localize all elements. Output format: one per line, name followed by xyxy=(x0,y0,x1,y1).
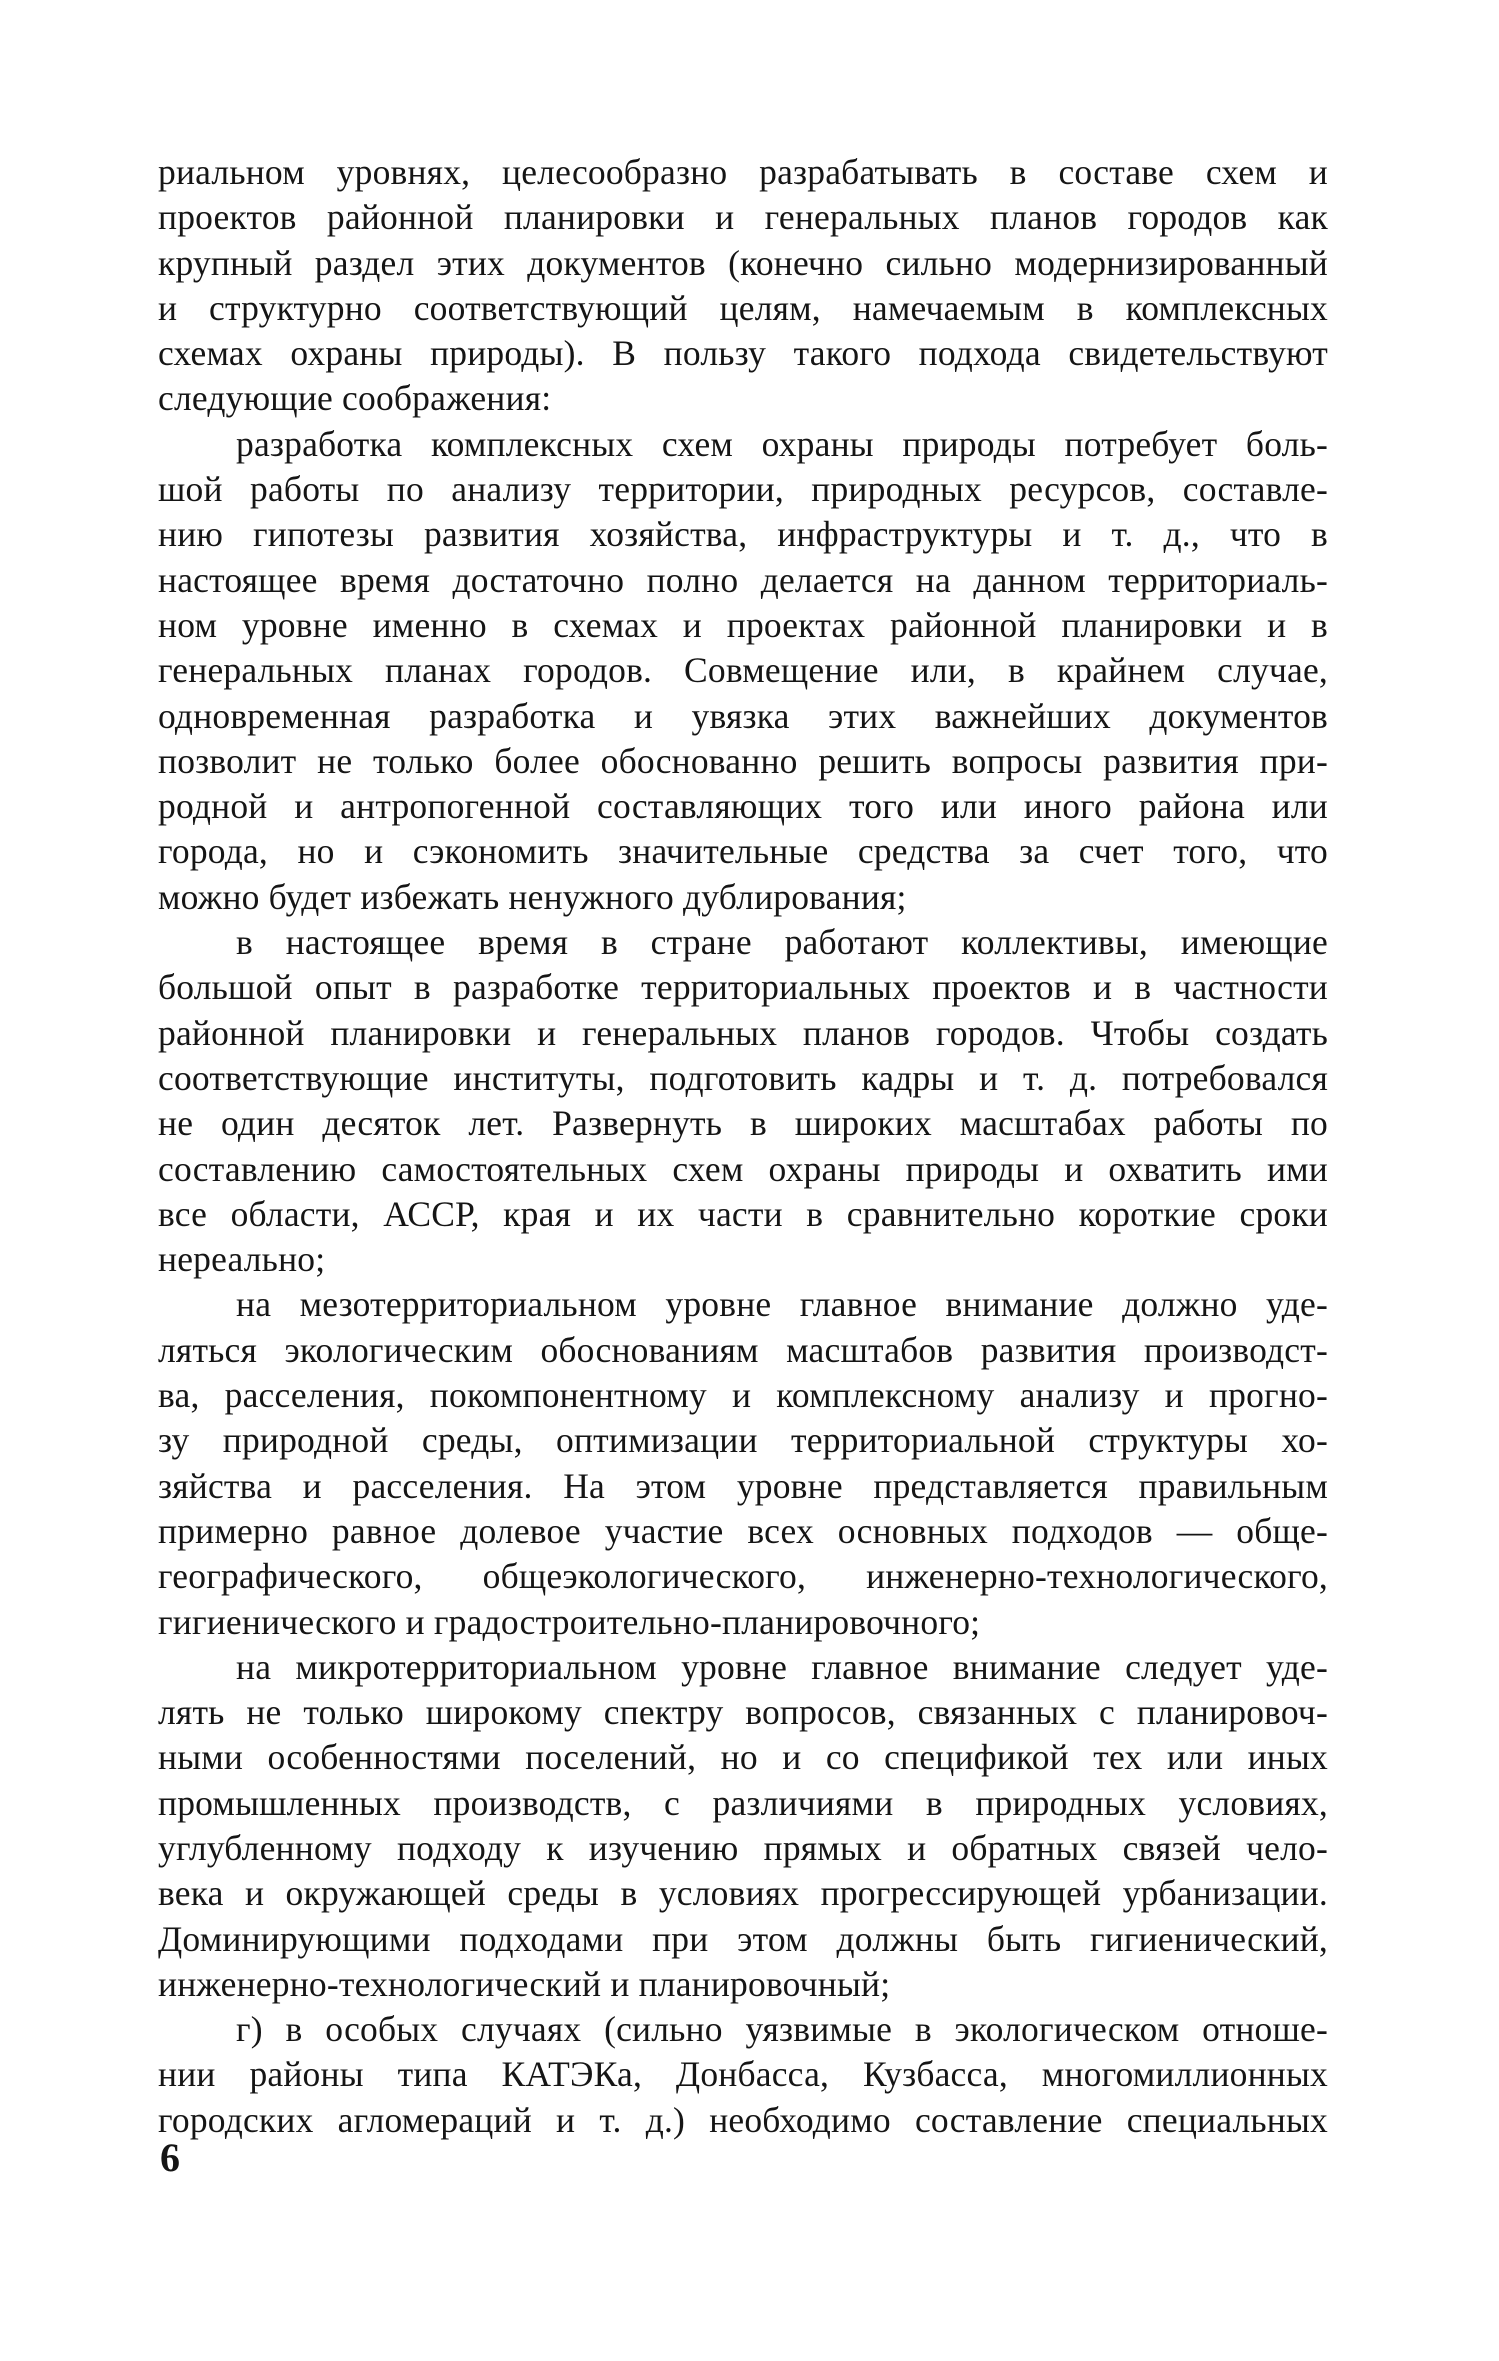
text-line: риальном уровнях, целесообразно разрабатывать в составе схем и xyxy=(158,152,1328,192)
text-line: ными особенностями поселений, но и со спецификой тех или иных xyxy=(158,1737,1328,1778)
text-line: нереально; xyxy=(158,1239,326,1280)
text-line: нии районы типа КАТЭКа, Донбасса, Кузбасса, многомиллионных xyxy=(158,2054,1328,2095)
text-line: зяйства и расселения. На этом уровне представляется правильным xyxy=(158,1465,1328,1506)
paragraph-3 xyxy=(158,920,1328,1282)
text-line: настоящее время достаточно полно делается на данном территориаль- xyxy=(158,559,1328,600)
text-line: одновременная разработка и увязка этих важнейших документов xyxy=(158,695,1328,736)
text-line: ляться экологическим обоснованиям масштабов развития производст- xyxy=(158,1329,1328,1370)
text-line: примерно равное долевое участие всех основных подходов — обще- xyxy=(158,1510,1328,1551)
text-line: в настоящее время в стране работают коллективы, имеющие xyxy=(236,922,1328,963)
text-line: соответствующие институты, подготовить кадры и т. д. потребовался xyxy=(158,1057,1328,1098)
text-line: составлению самостоятельных схем охраны природы и охватить ими xyxy=(158,1148,1328,1189)
text-line: зу природной среды, оптимизации территориальной структуры хо- xyxy=(158,1420,1328,1461)
text-line: шой работы по анализу территории, природных ресурсов, составле- xyxy=(158,469,1328,510)
text-line: позволит не только более обоснованно решить вопросы развития при- xyxy=(158,740,1328,781)
paragraph-5 xyxy=(158,1645,1328,2007)
text-line: проектов районной планировки и генеральных планов городов как xyxy=(158,197,1328,238)
page-number: 6 xyxy=(160,2135,180,2180)
page-body xyxy=(158,150,1328,2143)
paragraph-2 xyxy=(158,422,1328,920)
text-line: и структурно соответствующий целям, намечаемым в комплексных xyxy=(158,287,1328,328)
text-line: промышленных производств, с различиями в природных условиях, xyxy=(158,1782,1328,1823)
text-line: гигиенического и градостроительно-планировочного; xyxy=(158,1601,981,1642)
text-line: районной планировки и генеральных планов городов. Чтобы создать xyxy=(158,1012,1328,1053)
text-line: схемах охраны природы). В пользу такого подхода свидетельствуют xyxy=(158,333,1328,374)
text-line: следующие соображения: xyxy=(158,378,552,419)
text-line: разработка комплексных схем охраны природы потребует боль- xyxy=(236,423,1328,464)
text-line: углубленному подходу к изучению прямых и обратных связей чело- xyxy=(158,1827,1328,1868)
text-line: лять не только широкому спектру вопросов, связанных с планировоч- xyxy=(158,1692,1328,1733)
text-line: большой опыт в разработке территориальных проектов и в частности xyxy=(158,967,1328,1008)
text-line: нию гипотезы развития хозяйства, инфраструктуры и т. д., что в xyxy=(158,514,1328,555)
text-line: родной и антропогенной составляющих того или иного района или xyxy=(158,786,1328,827)
text-line: ном уровне именно в схемах и проектах районной планировки и в xyxy=(158,604,1328,645)
text-line: города, но и сэкономить значительные средства за счет того, что xyxy=(158,831,1328,872)
text-line: на мезотерриториальном уровне главное внимание должно уде- xyxy=(236,1284,1328,1325)
text-line: Доминирующими подходами при этом должны быть гигиенический, xyxy=(158,1918,1328,1959)
text-line: ва, расселения, покомпонентному и комплексному анализу и прогно- xyxy=(158,1375,1328,1416)
text-line: генеральных планах городов. Совмещение или, в крайнем случае, xyxy=(158,650,1328,691)
text-line: инженерно-технологический и планировочный; xyxy=(158,1963,891,2004)
paragraph-1 xyxy=(158,150,1328,422)
paragraph-6 xyxy=(158,2007,1328,2143)
text-line: городских агломераций и т. д.) необходимо составление специальных xyxy=(158,2099,1328,2140)
text-line: все области, АССР, края и их части в сравнительно короткие сроки xyxy=(158,1193,1328,1234)
paragraph-4 xyxy=(158,1282,1328,1644)
text-line: можно будет избежать ненужного дублирования; xyxy=(158,876,907,917)
text-line: крупный раздел этих документов (конечно сильно модернизированный xyxy=(158,242,1328,283)
text-line: географического, общеэкологического, инженерно-технологического, xyxy=(158,1556,1328,1597)
text-line: на микротерриториальном уровне главное внимание следует уде- xyxy=(236,1646,1328,1687)
text-line: не один десяток лет. Развернуть в широких масштабах работы по xyxy=(158,1103,1328,1144)
text-line: века и окружающей среды в условиях прогрессирующей урбанизации. xyxy=(158,1873,1328,1914)
text-line: г) в особых случаях (сильно уязвимые в экологическом отноше- xyxy=(236,2009,1328,2050)
